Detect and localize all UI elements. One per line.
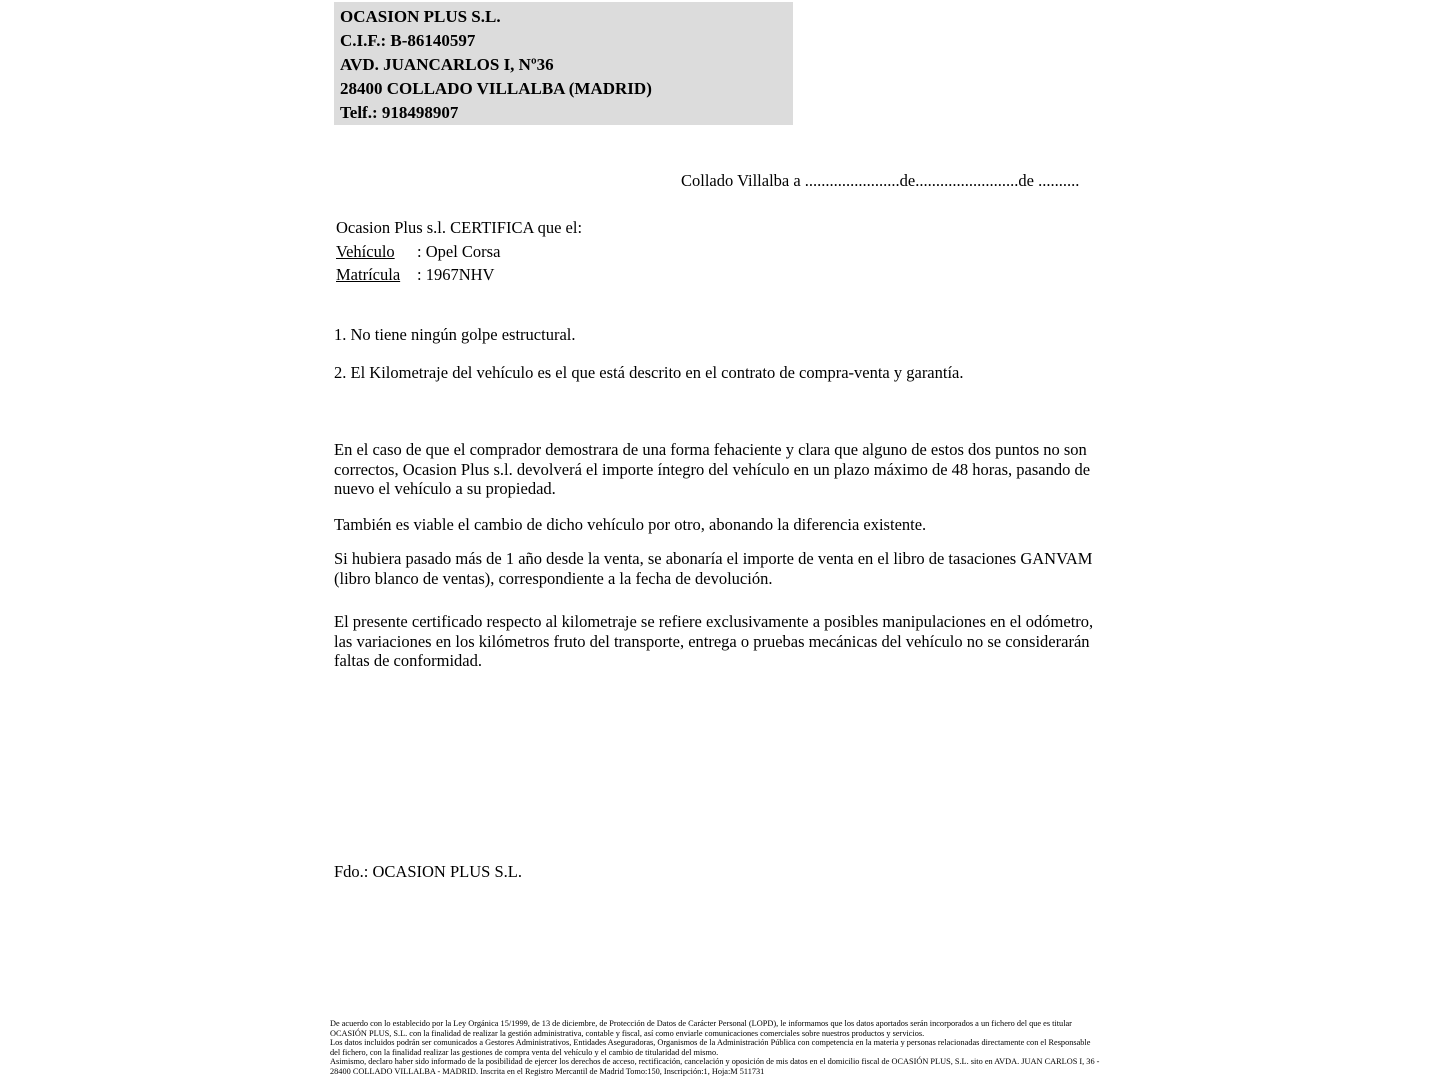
certificate-point-1: 1. No tiene ningún golpe estructural.	[334, 325, 576, 344]
certificate-point-2: 2. El Kilometraje del vehículo es el que está descrito en el contrato de compra-venta y garantía.	[334, 363, 964, 382]
company-phone: Telf.: 918498907	[340, 103, 459, 122]
paragraph-refund: En el caso de que el comprador demostrara de una forma fehaciente y clara que alguno de estos dos puntos no son correctos, Ocasion Plus s.l. devolverá el importe íntegro del vehículo en un plazo máximo de 48 horas, pasando de nuevo el vehículo a su propiedad.	[334, 440, 1091, 498]
legal-footer-paragraph-3: Asimismo, declaro haber sido informado de la posibilidad de ejercer los derechos de acceso, rectificación, cancelación y oposición de mis datos en el domicilio fiscal de OCASIÓN PLUS, S.L. sito en AVDA. JUAN CARLOS I, 36 - 28400 COLLADO VILLALBA - MADRID. Inscrita en el Registro Mercantil de Madrid Tomo:150, Inscripción:1, Hoja:M 511731	[330, 1057, 1100, 1076]
signature-line: Fdo.: OCASION PLUS S.L.	[334, 862, 522, 881]
company-city: 28400 COLLADO VILLALBA (MADRID)	[340, 79, 652, 98]
certify-intro: Ocasion Plus s.l. CERTIFICA que el:	[336, 218, 583, 237]
company-name: OCASION PLUS S.L.	[340, 7, 501, 26]
legal-footer-paragraph-2: Los datos incluidos podrán ser comunicados a Gestores Administrativos, Entidades Aseguradoras, Organismos de la Administración Pública con competencia en la materia y personas relacionadas directamente con el Responsable del fichero, con la finalidad realizar las gestiones de compra venta del vehículo y el cambio de titularidad del mismo.	[330, 1038, 1091, 1057]
plate-value: : 1967NHV	[417, 265, 495, 284]
plate-label: Matrícula	[336, 265, 401, 284]
plate-row	[336, 263, 582, 287]
certify-block	[336, 216, 582, 287]
paragraph-exchange: También es viable el cambio de dicho vehículo por otro, abonando la diferencia existente.	[334, 515, 927, 534]
vehicle-value: : Opel Corsa	[417, 241, 501, 261]
company-address: AVD. JUANCARLOS I, Nº36	[340, 55, 554, 74]
vehicle-row	[336, 240, 582, 264]
company-cif: C.I.F.: B-86140597	[340, 31, 476, 50]
paragraph-odometer: El presente certificado respecto al kilometraje se refiere exclusivamente a posibles manipulaciones en el odómetro, las variaciones en los kilómetros fruto del transporte, entrega o pruebas mecánicas del vehículo no se considerarán faltas de conformidad.	[334, 612, 1094, 670]
paragraph-ganvam: Si hubiera pasado más de 1 año desde la venta, se abonaría el importe de venta en el libro de tasaciones GANVAM (libro blanco de ventas), correspondiente a la fecha de devolución.	[334, 549, 1093, 588]
legal-footer-paragraph-1: De acuerdo con lo establecido por la Ley Orgánica 15/1999, de 13 de diciembre, de Protección de Datos de Carácter Personal (LOPD), le informamos que los datos aportados serán incorporados a un fichero del que es titular OCASIÓN PLUS, S.L. con la finalidad de realizar la gestión administrativa, contable y fiscal, así como enviarle comunicaciones comerciales sobre nuestros productos y servicios.	[330, 1019, 1072, 1038]
date-line: Collado Villalba a .......................de.........................de ..........	[681, 171, 1080, 190]
vehicle-label: Vehículo	[336, 241, 395, 261]
legal-footer	[330, 1019, 1102, 1077]
company-header-box	[334, 2, 793, 125]
